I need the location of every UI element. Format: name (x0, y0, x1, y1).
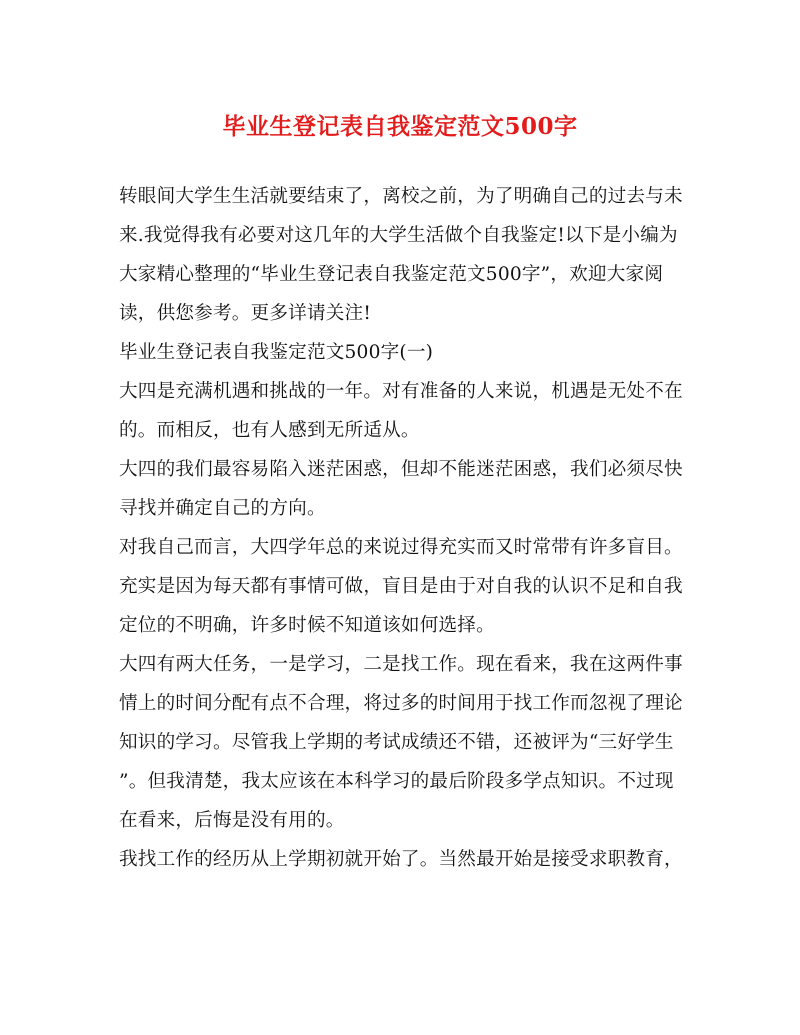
document-title: 毕业生登记表自我鉴定范文500字 (222, 113, 578, 140)
text-line: ”。但我清楚，我太应该在本科学习的最后阶段多学点知识。不过现 (119, 771, 674, 792)
text-line: 情上的时间分配有点不合理，将过多的时间用于找工作而忽视了理论 (119, 693, 683, 714)
text-line: 大四有两大任务，一是学习，二是找工作。现在看来，我在这两件事 (119, 654, 683, 675)
text-line: 知识的学习。尽管我上学期的考试成绩还不错，还被评为“三好学生 (119, 732, 674, 753)
text-line: 大四是充满机遇和挑战的一年。对有准备的人来说，机遇是无处不在 (119, 381, 683, 402)
text-line: 定位的不明确，许多时候不知道该如何选择。 (119, 615, 495, 636)
text-line: 在看来，后悔是没有用的。 (119, 810, 345, 831)
text-line: 读，供您参考。更多详请关注! (119, 303, 371, 324)
section-heading: 毕业生登记表自我鉴定范文500字(一) (119, 342, 434, 363)
text-line: 的。而相反，也有人感到无所适从。 (119, 420, 420, 441)
text-line: 转眼间大学生生活就要结束了，离校之前，为了明确自己的过去与未 (119, 186, 683, 207)
document-body (119, 183, 681, 885)
text-line: 我找工作的经历从上学期初就开始了。当然最开始是接受求职教育， (119, 849, 683, 870)
text-line: 寻找并确定自己的方向。 (119, 498, 326, 519)
text-line: 来.我觉得我有必要对这几年的大学生活做个自我鉴定!以下是小编为 (119, 225, 678, 246)
text-line: 大家精心整理的“毕业生登记表自我鉴定范文500字”，欢迎大家阅 (119, 264, 664, 285)
text-line: 对我自己而言，大四学年总的来说过得充实而又时常带有许多盲目。 (119, 537, 683, 558)
text-line: 充实是因为每天都有事情可做，盲目是由于对自我的认识不足和自我 (119, 576, 683, 597)
text-line: 大四的我们最容易陷入迷茫困惑，但却不能迷茫困惑，我们必须尽快 (119, 459, 683, 480)
